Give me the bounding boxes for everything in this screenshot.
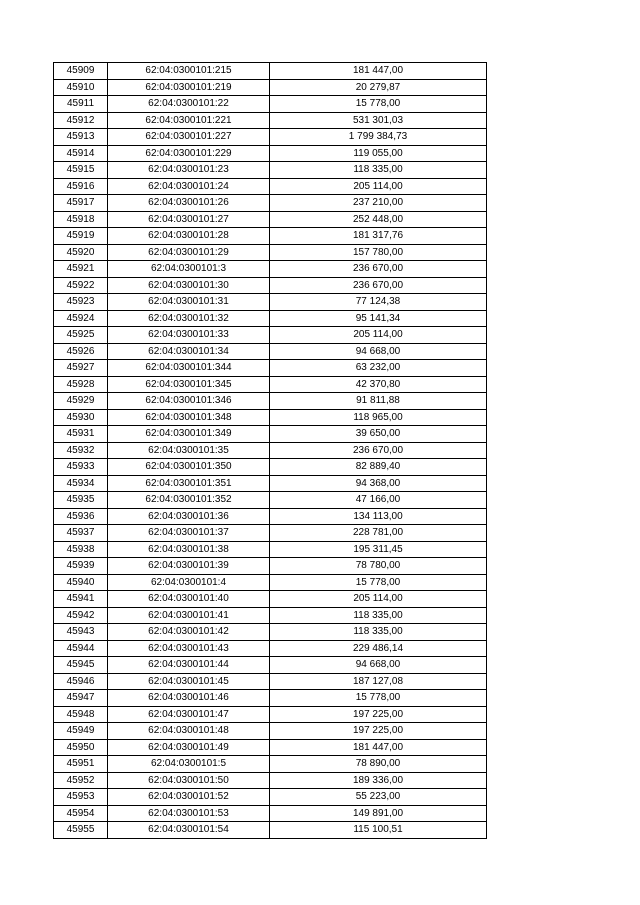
cadastral-number-cell: 62:04:0300101:351 bbox=[108, 475, 270, 492]
row-number-cell: 45923 bbox=[54, 294, 108, 311]
row-number-cell: 45945 bbox=[54, 657, 108, 674]
cadastral-number-cell: 62:04:0300101:50 bbox=[108, 772, 270, 789]
value-cell: 78 890,00 bbox=[270, 756, 487, 773]
value-cell: 118 335,00 bbox=[270, 607, 487, 624]
value-cell: 78 780,00 bbox=[270, 558, 487, 575]
table-row bbox=[54, 640, 487, 657]
row-number-cell: 45955 bbox=[54, 822, 108, 839]
cadastral-number-cell: 62:04:0300101:26 bbox=[108, 195, 270, 212]
table-row bbox=[54, 96, 487, 113]
row-number-cell: 45919 bbox=[54, 228, 108, 245]
row-number-cell: 45909 bbox=[54, 63, 108, 80]
table-row bbox=[54, 756, 487, 773]
value-cell: 157 780,00 bbox=[270, 244, 487, 261]
table-row bbox=[54, 360, 487, 377]
table-row bbox=[54, 409, 487, 426]
value-cell: 47 166,00 bbox=[270, 492, 487, 509]
table-row bbox=[54, 723, 487, 740]
row-number-cell: 45943 bbox=[54, 624, 108, 641]
value-cell: 94 368,00 bbox=[270, 475, 487, 492]
row-number-cell: 45936 bbox=[54, 508, 108, 525]
value-cell: 236 670,00 bbox=[270, 277, 487, 294]
row-number-cell: 45937 bbox=[54, 525, 108, 542]
row-number-cell: 45915 bbox=[54, 162, 108, 179]
row-number-cell: 45929 bbox=[54, 393, 108, 410]
table-row bbox=[54, 129, 487, 146]
table-row bbox=[54, 343, 487, 360]
cadastral-number-cell: 62:04:0300101:32 bbox=[108, 310, 270, 327]
row-number-cell: 45917 bbox=[54, 195, 108, 212]
table-row bbox=[54, 624, 487, 641]
value-cell: 82 889,40 bbox=[270, 459, 487, 476]
cadastral-number-cell: 62:04:0300101:352 bbox=[108, 492, 270, 509]
cadastral-number-cell: 62:04:0300101:33 bbox=[108, 327, 270, 344]
value-cell: 15 778,00 bbox=[270, 574, 487, 591]
value-cell: 181 317,76 bbox=[270, 228, 487, 245]
cadastral-number-cell: 62:04:0300101:52 bbox=[108, 789, 270, 806]
value-cell: 1 799 384,73 bbox=[270, 129, 487, 146]
table-row bbox=[54, 459, 487, 476]
cadastral-number-cell: 62:04:0300101:45 bbox=[108, 673, 270, 690]
table-row bbox=[54, 178, 487, 195]
table-row bbox=[54, 690, 487, 707]
value-cell: 118 965,00 bbox=[270, 409, 487, 426]
table-row bbox=[54, 228, 487, 245]
cadastral-number-cell: 62:04:0300101:54 bbox=[108, 822, 270, 839]
table-row bbox=[54, 112, 487, 129]
cadastral-number-cell: 62:04:0300101:345 bbox=[108, 376, 270, 393]
value-cell: 197 225,00 bbox=[270, 706, 487, 723]
value-cell: 63 232,00 bbox=[270, 360, 487, 377]
value-cell: 205 114,00 bbox=[270, 591, 487, 608]
row-number-cell: 45939 bbox=[54, 558, 108, 575]
cadastral-number-cell: 62:04:0300101:40 bbox=[108, 591, 270, 608]
row-number-cell: 45918 bbox=[54, 211, 108, 228]
table-row bbox=[54, 789, 487, 806]
row-number-cell: 45910 bbox=[54, 79, 108, 96]
table-body bbox=[54, 63, 487, 839]
table-row bbox=[54, 607, 487, 624]
value-cell: 252 448,00 bbox=[270, 211, 487, 228]
row-number-cell: 45912 bbox=[54, 112, 108, 129]
cadastral-number-cell: 62:04:0300101:38 bbox=[108, 541, 270, 558]
table-row bbox=[54, 508, 487, 525]
row-number-cell: 45927 bbox=[54, 360, 108, 377]
table-row bbox=[54, 574, 487, 591]
value-cell: 149 891,00 bbox=[270, 805, 487, 822]
value-cell: 181 447,00 bbox=[270, 63, 487, 80]
value-cell: 55 223,00 bbox=[270, 789, 487, 806]
table-row bbox=[54, 541, 487, 558]
value-cell: 181 447,00 bbox=[270, 739, 487, 756]
value-cell: 189 336,00 bbox=[270, 772, 487, 789]
table-row bbox=[54, 657, 487, 674]
cadastral-number-cell: 62:04:0300101:24 bbox=[108, 178, 270, 195]
row-number-cell: 45954 bbox=[54, 805, 108, 822]
row-number-cell: 45950 bbox=[54, 739, 108, 756]
cadastral-number-cell: 62:04:0300101:348 bbox=[108, 409, 270, 426]
cadastral-number-cell: 62:04:0300101:46 bbox=[108, 690, 270, 707]
value-cell: 42 370,80 bbox=[270, 376, 487, 393]
value-cell: 118 335,00 bbox=[270, 624, 487, 641]
cadastral-number-cell: 62:04:0300101:346 bbox=[108, 393, 270, 410]
cadastral-number-cell: 62:04:0300101:36 bbox=[108, 508, 270, 525]
row-number-cell: 45914 bbox=[54, 145, 108, 162]
value-cell: 236 670,00 bbox=[270, 442, 487, 459]
row-number-cell: 45947 bbox=[54, 690, 108, 707]
row-number-cell: 45932 bbox=[54, 442, 108, 459]
row-number-cell: 45944 bbox=[54, 640, 108, 657]
cadastral-number-cell: 62:04:0300101:47 bbox=[108, 706, 270, 723]
row-number-cell: 45931 bbox=[54, 426, 108, 443]
value-cell: 134 113,00 bbox=[270, 508, 487, 525]
cadastral-number-cell: 62:04:0300101:3 bbox=[108, 261, 270, 278]
table-row bbox=[54, 162, 487, 179]
cadastral-number-cell: 62:04:0300101:227 bbox=[108, 129, 270, 146]
table-row bbox=[54, 442, 487, 459]
row-number-cell: 45942 bbox=[54, 607, 108, 624]
row-number-cell: 45934 bbox=[54, 475, 108, 492]
table-row bbox=[54, 277, 487, 294]
row-number-cell: 45921 bbox=[54, 261, 108, 278]
value-cell: 197 225,00 bbox=[270, 723, 487, 740]
value-cell: 187 127,08 bbox=[270, 673, 487, 690]
row-number-cell: 45946 bbox=[54, 673, 108, 690]
value-cell: 15 778,00 bbox=[270, 96, 487, 113]
cadastral-number-cell: 62:04:0300101:37 bbox=[108, 525, 270, 542]
table-row bbox=[54, 772, 487, 789]
cadastral-number-cell: 62:04:0300101:215 bbox=[108, 63, 270, 80]
value-cell: 94 668,00 bbox=[270, 343, 487, 360]
row-number-cell: 45930 bbox=[54, 409, 108, 426]
value-cell: 95 141,34 bbox=[270, 310, 487, 327]
row-number-cell: 45953 bbox=[54, 789, 108, 806]
cadastral-number-cell: 62:04:0300101:42 bbox=[108, 624, 270, 641]
table-row bbox=[54, 261, 487, 278]
table-row bbox=[54, 805, 487, 822]
table-row bbox=[54, 310, 487, 327]
row-number-cell: 45941 bbox=[54, 591, 108, 608]
table-row bbox=[54, 706, 487, 723]
cadastral-number-cell: 62:04:0300101:53 bbox=[108, 805, 270, 822]
cadastral-number-cell: 62:04:0300101:35 bbox=[108, 442, 270, 459]
cadastral-number-cell: 62:04:0300101:5 bbox=[108, 756, 270, 773]
cadastral-number-cell: 62:04:0300101:219 bbox=[108, 79, 270, 96]
row-number-cell: 45951 bbox=[54, 756, 108, 773]
table-row bbox=[54, 492, 487, 509]
table-row bbox=[54, 525, 487, 542]
row-number-cell: 45922 bbox=[54, 277, 108, 294]
value-cell: 119 055,00 bbox=[270, 145, 487, 162]
table-row bbox=[54, 376, 487, 393]
table-row bbox=[54, 195, 487, 212]
cadastral-number-cell: 62:04:0300101:344 bbox=[108, 360, 270, 377]
cadastral-number-cell: 62:04:0300101:4 bbox=[108, 574, 270, 591]
value-cell: 118 335,00 bbox=[270, 162, 487, 179]
row-number-cell: 45911 bbox=[54, 96, 108, 113]
value-cell: 20 279,87 bbox=[270, 79, 487, 96]
table-row bbox=[54, 211, 487, 228]
cadastral-number-cell: 62:04:0300101:229 bbox=[108, 145, 270, 162]
cadastral-number-cell: 62:04:0300101:31 bbox=[108, 294, 270, 311]
row-number-cell: 45926 bbox=[54, 343, 108, 360]
table-row bbox=[54, 244, 487, 261]
value-cell: 39 650,00 bbox=[270, 426, 487, 443]
table-row bbox=[54, 294, 487, 311]
cadastral-number-cell: 62:04:0300101:30 bbox=[108, 277, 270, 294]
cadastral-number-cell: 62:04:0300101:49 bbox=[108, 739, 270, 756]
row-number-cell: 45920 bbox=[54, 244, 108, 261]
row-number-cell: 45952 bbox=[54, 772, 108, 789]
table-row bbox=[54, 145, 487, 162]
row-number-cell: 45916 bbox=[54, 178, 108, 195]
table-row bbox=[54, 79, 487, 96]
value-cell: 228 781,00 bbox=[270, 525, 487, 542]
cadastral-number-cell: 62:04:0300101:349 bbox=[108, 426, 270, 443]
cadastral-number-cell: 62:04:0300101:34 bbox=[108, 343, 270, 360]
row-number-cell: 45928 bbox=[54, 376, 108, 393]
row-number-cell: 45933 bbox=[54, 459, 108, 476]
row-number-cell: 45935 bbox=[54, 492, 108, 509]
value-cell: 237 210,00 bbox=[270, 195, 487, 212]
table-row bbox=[54, 63, 487, 80]
cadastral-number-cell: 62:04:0300101:48 bbox=[108, 723, 270, 740]
table-row bbox=[54, 558, 487, 575]
value-cell: 205 114,00 bbox=[270, 178, 487, 195]
table-row bbox=[54, 327, 487, 344]
cadastral-number-cell: 62:04:0300101:29 bbox=[108, 244, 270, 261]
cadastral-number-cell: 62:04:0300101:39 bbox=[108, 558, 270, 575]
row-number-cell: 45925 bbox=[54, 327, 108, 344]
value-cell: 94 668,00 bbox=[270, 657, 487, 674]
value-cell: 15 778,00 bbox=[270, 690, 487, 707]
row-number-cell: 45913 bbox=[54, 129, 108, 146]
cadastral-number-cell: 62:04:0300101:350 bbox=[108, 459, 270, 476]
table-row bbox=[54, 475, 487, 492]
cadastral-number-cell: 62:04:0300101:44 bbox=[108, 657, 270, 674]
table-row bbox=[54, 591, 487, 608]
value-cell: 236 670,00 bbox=[270, 261, 487, 278]
cadastral-number-cell: 62:04:0300101:23 bbox=[108, 162, 270, 179]
cadastral-number-cell: 62:04:0300101:221 bbox=[108, 112, 270, 129]
value-cell: 115 100,51 bbox=[270, 822, 487, 839]
row-number-cell: 45949 bbox=[54, 723, 108, 740]
cadastral-number-cell: 62:04:0300101:27 bbox=[108, 211, 270, 228]
row-number-cell: 45940 bbox=[54, 574, 108, 591]
row-number-cell: 45938 bbox=[54, 541, 108, 558]
table-row bbox=[54, 822, 487, 839]
value-cell: 77 124,38 bbox=[270, 294, 487, 311]
table-row bbox=[54, 426, 487, 443]
cadastral-number-cell: 62:04:0300101:41 bbox=[108, 607, 270, 624]
value-cell: 91 811,88 bbox=[270, 393, 487, 410]
table-row bbox=[54, 673, 487, 690]
row-number-cell: 45948 bbox=[54, 706, 108, 723]
value-cell: 229 486,14 bbox=[270, 640, 487, 657]
cadastral-number-cell: 62:04:0300101:28 bbox=[108, 228, 270, 245]
value-cell: 195 311,45 bbox=[270, 541, 487, 558]
cadastral-value-table bbox=[53, 62, 487, 839]
table-row bbox=[54, 739, 487, 756]
value-cell: 531 301,03 bbox=[270, 112, 487, 129]
value-cell: 205 114,00 bbox=[270, 327, 487, 344]
row-number-cell: 45924 bbox=[54, 310, 108, 327]
cadastral-number-cell: 62:04:0300101:22 bbox=[108, 96, 270, 113]
cadastral-number-cell: 62:04:0300101:43 bbox=[108, 640, 270, 657]
table-row bbox=[54, 393, 487, 410]
